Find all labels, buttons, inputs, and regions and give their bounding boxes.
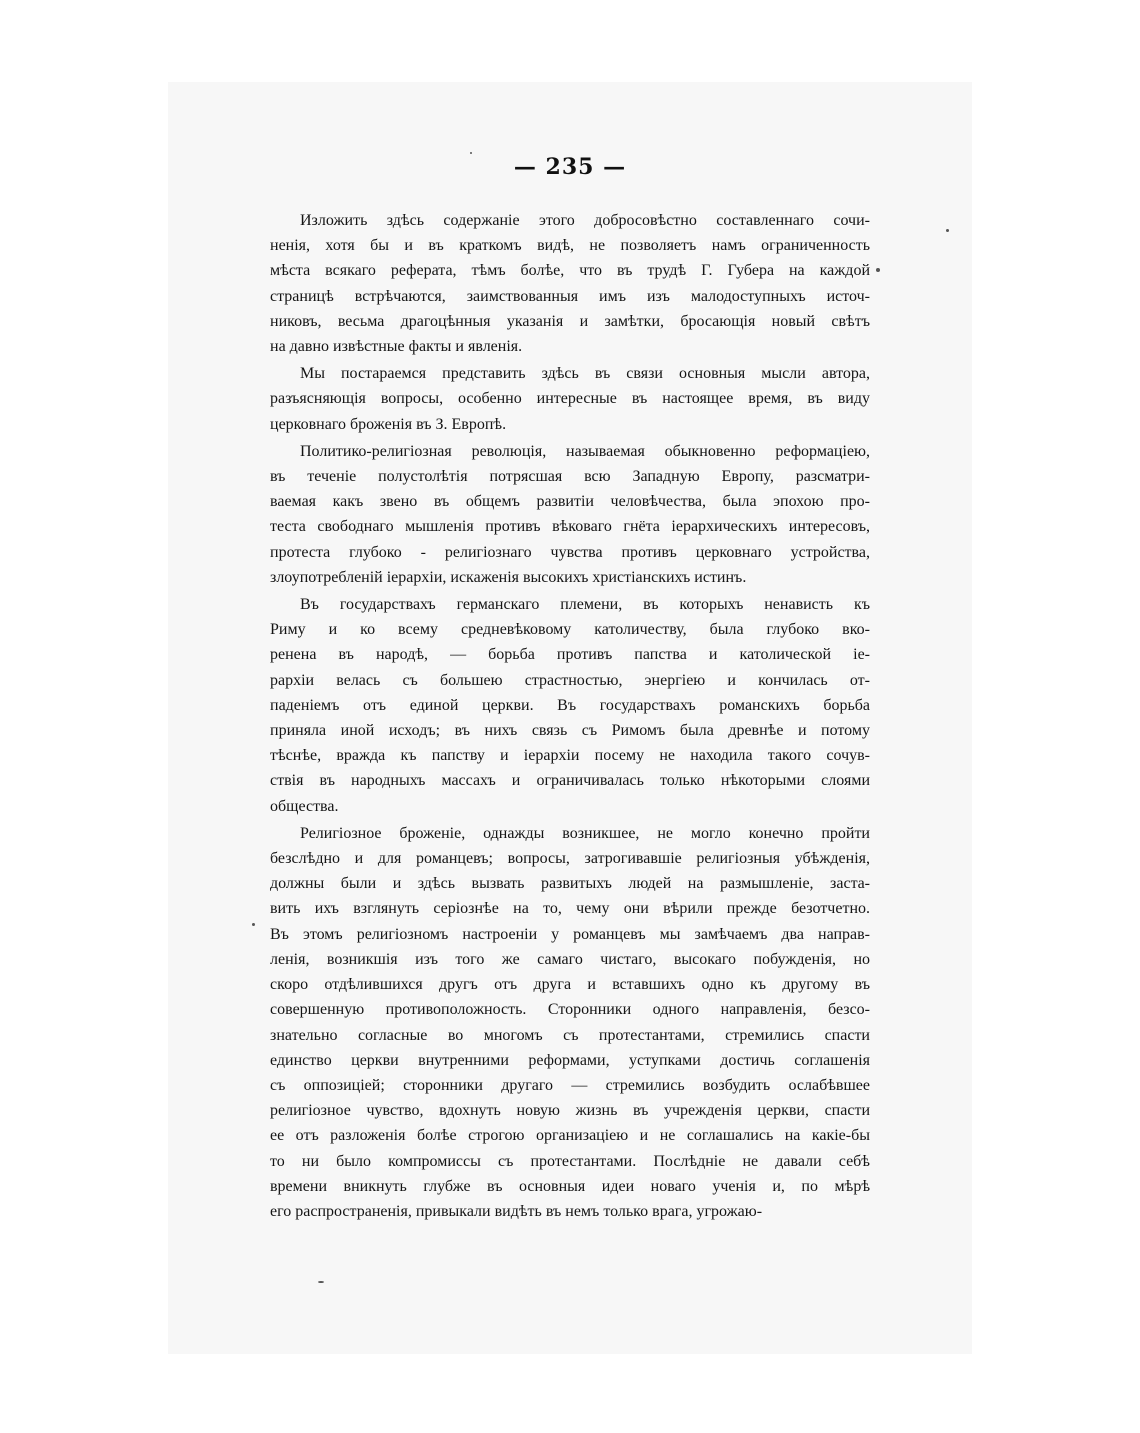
text-line: общества. [270,797,339,815]
scan-speck [946,229,949,232]
scan-speck [252,923,255,926]
paragraph [270,439,870,590]
text-line: времени вникнуть глубже въ основныя идеи новаго ученія и, по мѣрѣ [270,1177,870,1195]
text-line: ее отъ разложенія болѣе строгою организаціею и не соглашались на какіе-бы [270,1127,870,1145]
text-line: страницѣ встрѣчаются, заимствованныя имъ изъ малодоступныхъ источ- [270,287,870,305]
text-line: Изложить здѣсь содержаніе этого добросовѣстно составленнаго сочи- [300,212,870,229]
text-line: въ теченіе полустолѣтія потрясшая всю Западную Европу, разсматри- [270,468,870,486]
text-line: протеста глубоко - религіознаго чувства противъ церковнаго устройства, [270,543,870,561]
text-line: съ оппозиціей; сторонники другаго — стремились возбудить ослабѣвшее [270,1076,870,1094]
text-line: паденіемъ отъ единой церкви. Въ государствахъ романскихъ борьба [270,696,870,714]
text-line: Въ государствахъ германскаго племени, въ которыхъ ненависть къ [300,596,870,614]
text-line: Религіозное броженіе, однажды возникшее, не могло конечно пройти [300,824,870,842]
text-line: никовъ, весьма драгоцѣнныя указанія и замѣтки, бросающія новый свѣтъ [270,312,870,330]
text-line: Мы постараемся представить здѣсь въ связи основныя мысли автора, [300,365,870,383]
body-text [270,208,870,1224]
text-line: ренена въ народѣ, — борьба противъ папства и католической іе- [270,646,870,664]
scan-speck [470,152,472,154]
text-line: приняла иной исходъ; въ нихъ связь съ Римомъ была древнѣе и потому [270,722,870,740]
text-line: Политико-религіозная революція, называемая обыкновенно реформаціею, [300,442,870,460]
text-line: его распространенія, привыкали видѣть въ немъ только врага, угрожаю- [270,1202,763,1220]
text-line: скоро отдѣлившихся другъ отъ друга и вставшихъ одно къ другому въ [270,976,870,994]
text-line: мѣста всякаго реферата, тѣмъ болѣе, что въ трудѣ Г. Губера на каждой [270,262,870,280]
text-line: религіозное чувство, вдохнуть новую жизнь въ учрежденія церкви, спасти [270,1102,870,1120]
paragraph [270,821,870,1224]
text-line: теста свободнаго мышленія противъ вѣковаго гнёта іерархическихъ интересовъ, [270,518,870,536]
text-line: церковнаго броженія въ З. Европѣ. [270,415,507,433]
text-line: знательно согласные во многомъ съ протестантами, стремились спасти [270,1026,870,1044]
paragraph [270,208,870,359]
text-line: Въ этомъ религіозномъ настроеніи у романцевъ мы замѣчаемъ два направ- [270,925,870,943]
scan-speck [318,1281,324,1283]
text-line: на давно извѣстные факты и явленія. [270,338,523,356]
text-line: разъясняющія вопросы, особенно интересные въ настоящее время, въ виду [270,390,870,408]
page-number: — 235 — [513,154,627,180]
text-line: то ни было компромиссы съ протестантами. Послѣдніе не давали себѣ [270,1152,870,1170]
text-line: Риму и ко всему средневѣковому католичеству, была глубоко вко- [270,621,870,639]
text-line: тѣснѣе, вражда къ папству и іерархіи посему не находила такого сочув- [270,747,870,765]
text-line: ваемая какъ звено въ общемъ развитіи человѣчества, была эпохою про- [270,493,870,511]
paragraph [270,361,870,437]
text-line: совершенную противоположность. Сторонники одного направленія, безсо- [270,1001,870,1019]
text-line: ленія, возникшія изъ того же самаго чистаго, высокаго побужденія, но [270,950,870,968]
text-line: ненія, хотя бы и въ краткомъ видѣ, не позволяетъ намъ ограниченность [270,237,870,255]
scan-speck [876,268,880,272]
text-line: единство церкви внутренними реформами, уступками достичь соглашенія [270,1051,870,1069]
paragraph [270,592,870,819]
text-line: должны были и здѣсь вызвать развитыхъ людей на размышленіе, застa- [270,875,870,893]
text-line: вить ихъ взглянуть серіознѣе на то, чему они вѣрили прежде безотчетно. [270,900,870,918]
text-line: рархіи велась съ большею страстностью, энергіею и кончилась от- [270,671,870,689]
text-line: злоупотребленій іерархіи, искаженія высокихъ христіанскихъ истинъ. [270,568,747,586]
text-line: безслѣдно и для романцевъ; вопросы, затрогивавшіе религіозныя убѣжденія, [270,850,870,868]
text-line: ствія въ народныхъ массахъ и ограничивалась только нѣкоторыми слоями [270,772,870,790]
